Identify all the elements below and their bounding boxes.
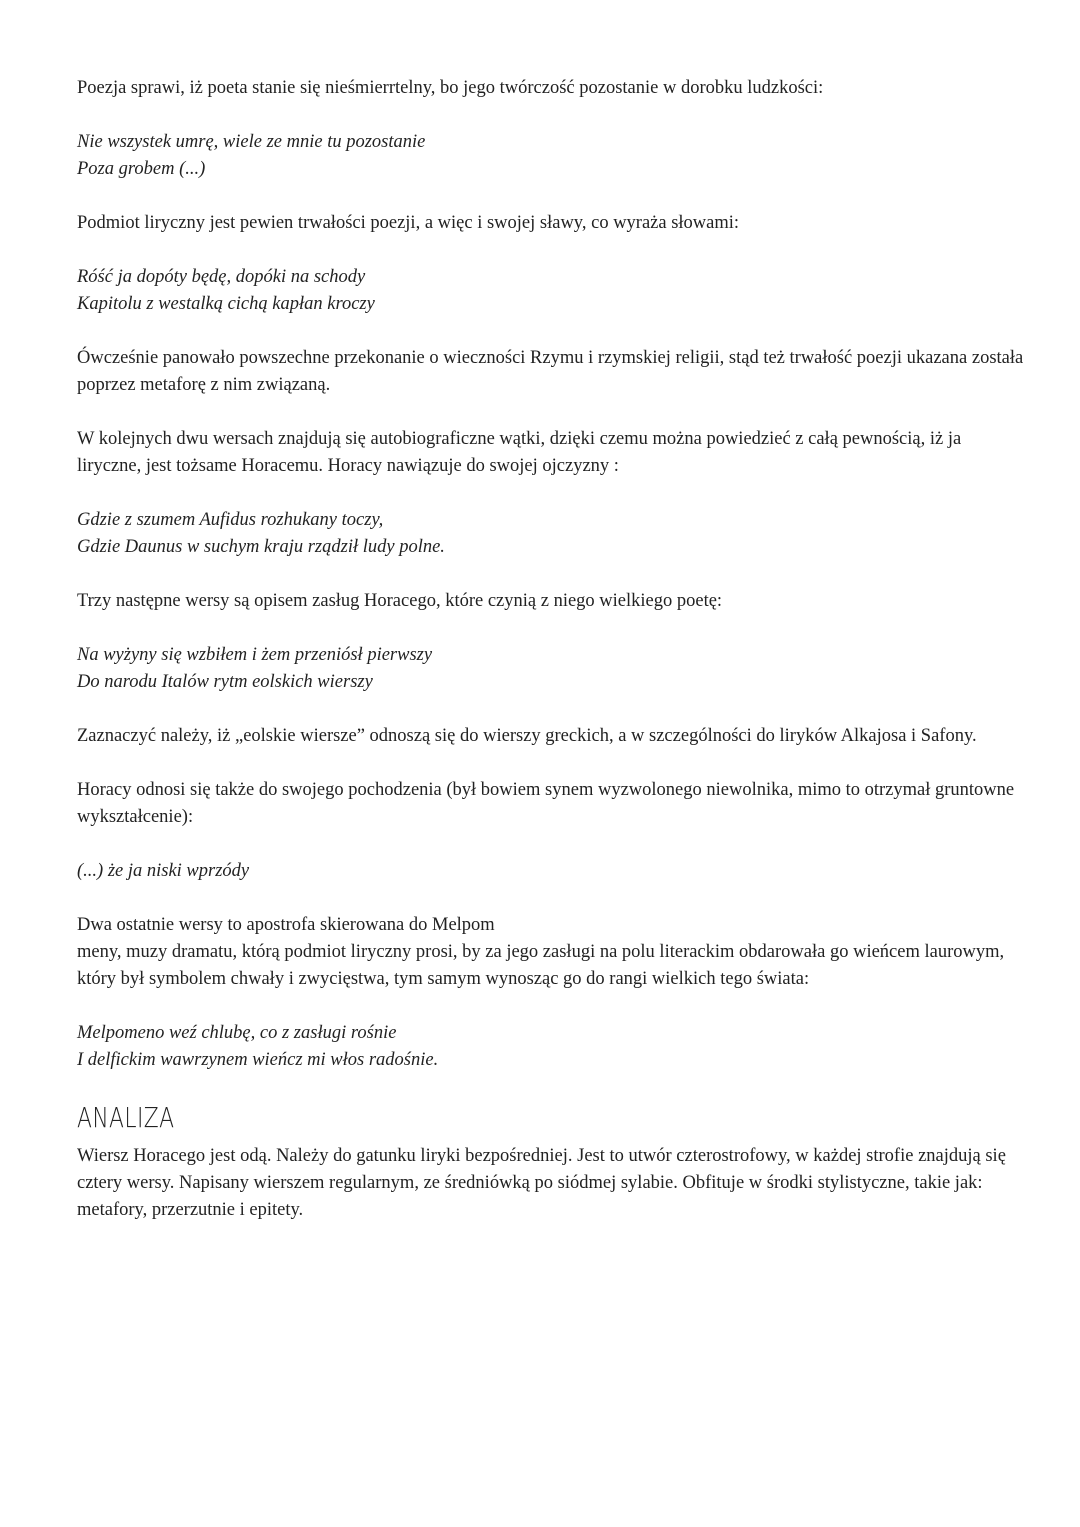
quote-rosc-ja — [77, 264, 1027, 318]
paragraph-aeolian-verses: Zaznaczyć należy, iż „eolskie wiersze” odnoszą się do wierszy greckich, a w szczególności do liryków Alkajosa i Safony. — [77, 726, 977, 746]
section-heading-analysis: ANALIZA — [77, 1101, 175, 1134]
quote-line: Gdzie z szumem Aufidus rozhukany toczy, — [77, 510, 384, 530]
quote-line: Na wyżyny się wzbiłem i żem przeniósł pierwszy — [77, 645, 433, 665]
quote-aufidus — [77, 507, 1027, 561]
paragraph-immortality: Poezja sprawi, iż poeta stanie się nieśmierrtelny, bo jego twórczość pozostanie w dorobku ludzkości: — [77, 78, 824, 98]
paragraph-origin: Horacy odnosi się także do swojego pochodzenia (był bowiem synem wyzwolonego niewolnika, mimo to otrzymał gruntowne wykształcenie): — [77, 780, 1015, 827]
quote-niski-wprzody — [77, 858, 1027, 885]
quote-line: Nie wszystek umrę, wiele ze mnie tu pozostanie — [77, 132, 426, 152]
paragraph-apostrophe-line1: Dwa ostatnie wersy to apostrofa skierowana do Melpom — [77, 915, 495, 935]
quote-nie-wszystek-umre — [77, 129, 1027, 183]
quote-line: Do narodu Italów rytm eolskich wierszy — [77, 672, 373, 692]
paragraph-analysis: Wiersz Horacego jest odą. Należy do gatunku liryki bezpośredniej. Jest to utwór czterostrofowy, w każdej strofie znajdują się cztery wersy. Napisany wierszem regularnym, ze średniówką po siódmej sylabie. Obfituje w środki stylistyczne, takie jak: metafory, przerzutnie i epitety. — [77, 1146, 1006, 1220]
paragraph-autobiography: W kolejnych dwu wersach znajdują się autobiograficzne wątki, dzięki czemu można powiedzieć z całą pewnością, iż ja liryczne, jest tożsame Horacemu. Horacy nawiązuje do swojej ojczyzny : — [77, 429, 962, 476]
quote-line: (...) że ja niski wprzódy — [77, 861, 250, 881]
paragraph-apostrophe — [77, 912, 1027, 993]
quote-line: Melpomeno weź chlubę, co z zasługi rośnie — [77, 1023, 397, 1043]
paragraph-apostrophe-rest: meny, muzy dramatu, którą podmiot liryczny prosi, by za jego zasługi na polu literackim obdarowała go wieńcem laurowym, który był symbolem chwały i zwycięstwa, tym samym wynosząc go do rangi wielkich tego świata: — [77, 942, 1005, 989]
document-page — [77, 75, 1027, 1224]
quote-line: I delfickim wawrzynem wieńcz mi włos radośnie. — [77, 1050, 439, 1070]
paragraph-rome-eternity: Ówcześnie panowało powszechne przekonanie o wieczności Rzymu i rzymskiej religii, stąd też trwałość poezji ukazana została poprzez metaforę z nim związaną. — [77, 348, 1024, 395]
quote-line: Gdzie Daunus w suchym kraju rządził ludy polne. — [77, 537, 445, 557]
quote-line: Kapitolu z westalką cichą kapłan kroczy — [77, 294, 375, 314]
quote-melpomeno — [77, 1020, 1027, 1074]
quote-line: Róść ja dopóty będę, dopóki na schody — [77, 267, 366, 287]
quote-na-wyzyny — [77, 642, 1027, 696]
quote-line: Poza grobem (...) — [77, 159, 206, 179]
paragraph-permanence: Podmiot liryczny jest pewien trwałości poezji, a więc i swojej sławy, co wyraża słowami: — [77, 213, 740, 233]
paragraph-merits: Trzy następne wersy są opisem zasług Horacego, które czynią z niego wielkiego poetę: — [77, 591, 723, 611]
